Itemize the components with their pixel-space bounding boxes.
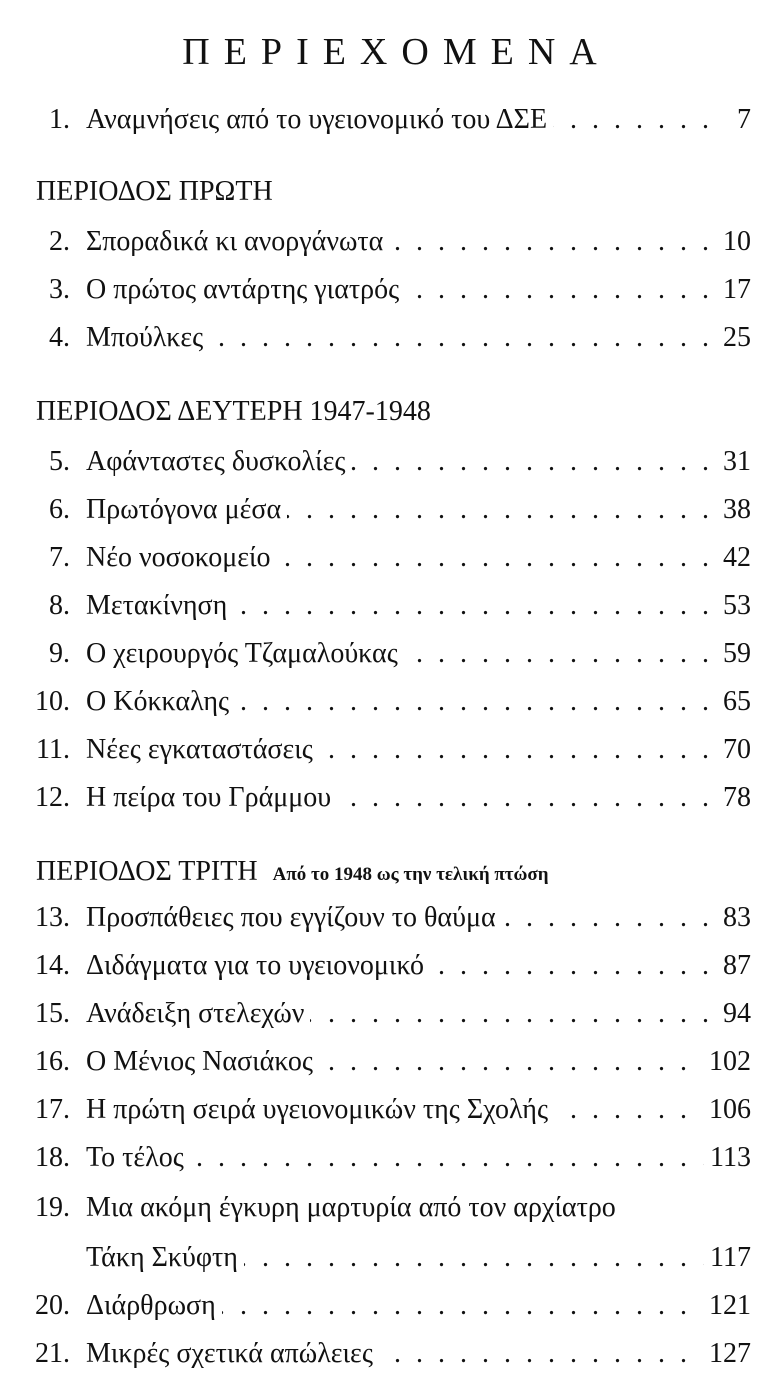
toc-entry xyxy=(0,490,779,530)
entry-page: 78 xyxy=(717,778,751,818)
entry-title: Σποραδικά κι ανοργάνωτα xyxy=(86,222,389,262)
entry-title: Διδάγματα για το υγειονομικό xyxy=(86,946,430,986)
entry-page: 17 xyxy=(717,270,751,310)
entry-page: 102 xyxy=(703,1042,751,1082)
entry-number: 14. xyxy=(35,950,70,981)
section-subtitle: Από το 1948 ως την τελική πτώση xyxy=(272,864,549,885)
entry-number: 12. xyxy=(35,782,70,813)
entry-page: 25 xyxy=(717,318,751,358)
toc-entry xyxy=(0,1286,779,1326)
entry-title: Μια ακόμη έγκυρη μαρτυρία από τον αρχίατρο xyxy=(86,1188,622,1228)
toc-entry xyxy=(0,270,779,310)
entry-page: 70 xyxy=(717,730,751,770)
entry-number: 8. xyxy=(49,590,70,621)
entry-number: 13. xyxy=(35,902,70,933)
toc-entry xyxy=(0,222,779,262)
toc-entry xyxy=(0,318,779,358)
entry-title: Ο χειρουργός Τζαμαλούκας xyxy=(86,634,404,674)
entry-title: Η πείρα του Γράμμου xyxy=(86,778,337,818)
entry-title: Προσπάθειες που εγγίζουν το θαύμα xyxy=(86,898,502,938)
entry-page: 42 xyxy=(717,538,751,578)
entry-number: 1. xyxy=(49,104,70,135)
section-heading xyxy=(36,852,549,895)
entry-number: 10. xyxy=(35,686,70,717)
toc-entry xyxy=(0,586,779,626)
entry-number: 21. xyxy=(35,1338,70,1369)
entry-title: Ο Μένιος Νασιάκος xyxy=(86,1042,319,1082)
entry-number: 3. xyxy=(49,274,70,305)
entry-title: Ο Κόκκαλης xyxy=(86,682,235,722)
entry-number: 18. xyxy=(35,1142,70,1173)
entry-page: 65 xyxy=(717,682,751,722)
toc-entry xyxy=(0,946,779,986)
entry-page: 38 xyxy=(717,490,751,530)
entry-title: Το τέλος xyxy=(86,1138,190,1178)
toc-entry xyxy=(0,538,779,578)
entry-number: 11. xyxy=(36,734,70,765)
entry-number: 15. xyxy=(35,998,70,1029)
entry-title: Αναμνήσεις από το υγειονομικό του ΔΣΕ xyxy=(86,100,553,140)
entry-number: 5. xyxy=(49,446,70,477)
entry-number: 20. xyxy=(35,1290,70,1321)
entry-page: 10 xyxy=(717,222,751,262)
entry-page: 113 xyxy=(704,1138,751,1178)
entry-number: 6. xyxy=(49,494,70,525)
entry-number: 17. xyxy=(35,1094,70,1125)
section-title: ΠΕΡΙΟΔΟΣ ΠΡΩΤΗ xyxy=(36,176,273,207)
section-title: ΠΕΡΙΟΔΟΣ ΤΡΙΤΗ xyxy=(36,856,258,887)
entry-page: 59 xyxy=(717,634,751,674)
entry-page: 31 xyxy=(717,442,751,482)
toc-entry xyxy=(0,442,779,482)
entry-number: 4. xyxy=(49,322,70,353)
entry-title: Τάκη Σκύφτη xyxy=(86,1238,244,1278)
toc-entry xyxy=(0,1042,779,1082)
toc-entry xyxy=(0,1138,779,1178)
entry-title: Πρωτόγονα μέσα xyxy=(86,490,287,530)
entry-page: 87 xyxy=(717,946,751,986)
entry-title: Η πρώτη σειρά υγειονομικών της Σχολής xyxy=(86,1090,554,1130)
section-heading xyxy=(36,392,431,432)
entry-page: 83 xyxy=(717,898,751,938)
entry-title: Νέο νοσοκομείο xyxy=(86,538,277,578)
toc-entry xyxy=(0,682,779,722)
entry-title: Μετακίνηση xyxy=(86,586,233,626)
entry-title: Μπούλκες xyxy=(86,318,209,358)
entry-page: 121 xyxy=(703,1286,751,1326)
entry-page: 94 xyxy=(717,994,751,1034)
entry-title: Αφάνταστες δυσκολίες xyxy=(86,442,351,482)
toc-entry xyxy=(0,634,779,674)
toc-entry-continuation xyxy=(0,1238,779,1278)
toc-entry xyxy=(0,730,779,770)
entry-title: Ανάδειξη στελεχών xyxy=(86,994,310,1034)
entry-page: 7 xyxy=(731,100,751,140)
entry-title: Νέες εγκαταστάσεις xyxy=(86,730,319,770)
entry-number: 2. xyxy=(49,226,70,257)
section-title: ΠΕΡΙΟΔΟΣ ΔΕΥΤΕΡΗ 1947-1948 xyxy=(36,396,431,427)
entry-page: 53 xyxy=(717,586,751,626)
section-heading xyxy=(36,172,273,212)
toc-entry xyxy=(0,100,779,140)
toc-entry xyxy=(0,1334,779,1374)
toc-entry xyxy=(0,898,779,938)
entry-page: 106 xyxy=(703,1090,751,1130)
toc-entry xyxy=(0,1188,779,1228)
entry-page: 117 xyxy=(704,1238,751,1278)
entry-title: Διάρθρωση xyxy=(86,1286,222,1326)
entry-title: Μικρές σχετικά απώλειες xyxy=(86,1334,379,1374)
entry-title: Ο πρώτος αντάρτης γιατρός xyxy=(86,270,405,310)
entry-number: 9. xyxy=(49,638,70,669)
entry-page: 127 xyxy=(703,1334,751,1374)
toc-entry xyxy=(0,1090,779,1130)
page-title: ΠΕΡΙΕΧΟΜΕΝΑ xyxy=(182,31,611,73)
entry-number: 16. xyxy=(35,1046,70,1077)
entry-number: 19. xyxy=(35,1192,70,1223)
toc-entry xyxy=(0,994,779,1034)
entry-number: 7. xyxy=(49,542,70,573)
toc-entry xyxy=(0,778,779,818)
